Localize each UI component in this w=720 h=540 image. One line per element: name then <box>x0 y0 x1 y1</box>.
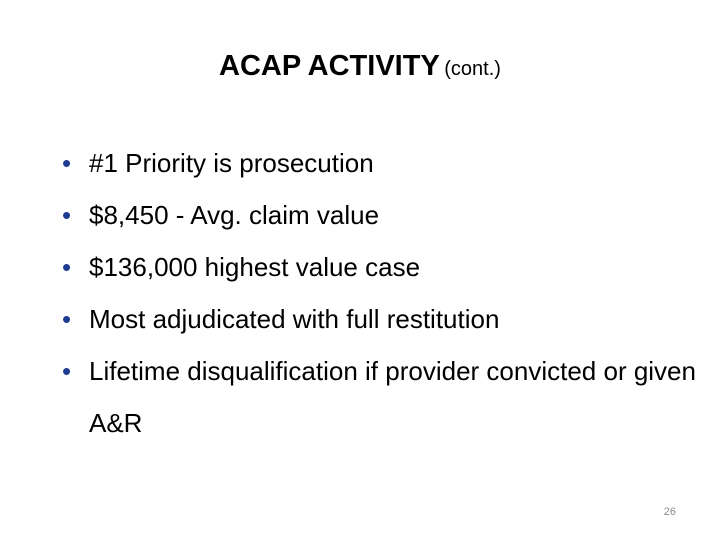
slide-title <box>0 50 720 83</box>
bullet-text: #1 Priority is prosecution <box>89 148 374 178</box>
page-number: 26 <box>663 506 676 518</box>
bullet-text: Most adjudicated with full restitution <box>89 304 500 334</box>
bullet-item <box>60 189 700 241</box>
bullet-dot-icon: • <box>62 356 72 386</box>
title-subtitle: (cont.) <box>444 58 501 80</box>
bullet-item <box>60 137 700 189</box>
bullet-text: $8,450 - Avg. claim value <box>89 200 380 230</box>
bullet-text: Lifetime disqualification if provider convicted or given A&R <box>89 356 696 438</box>
title-main: ACAP ACTIVITY <box>219 50 440 82</box>
bullet-dot-icon: • <box>62 148 72 178</box>
bullet-list <box>60 137 700 449</box>
bullet-dot-icon: • <box>62 252 72 282</box>
bullet-dot-icon: • <box>62 304 72 334</box>
bullet-dot-icon: • <box>62 200 72 230</box>
bullet-item <box>60 241 700 293</box>
bullet-text: $136,000 highest value case <box>89 252 421 282</box>
bullet-item <box>60 345 700 449</box>
bullet-item <box>60 293 700 345</box>
